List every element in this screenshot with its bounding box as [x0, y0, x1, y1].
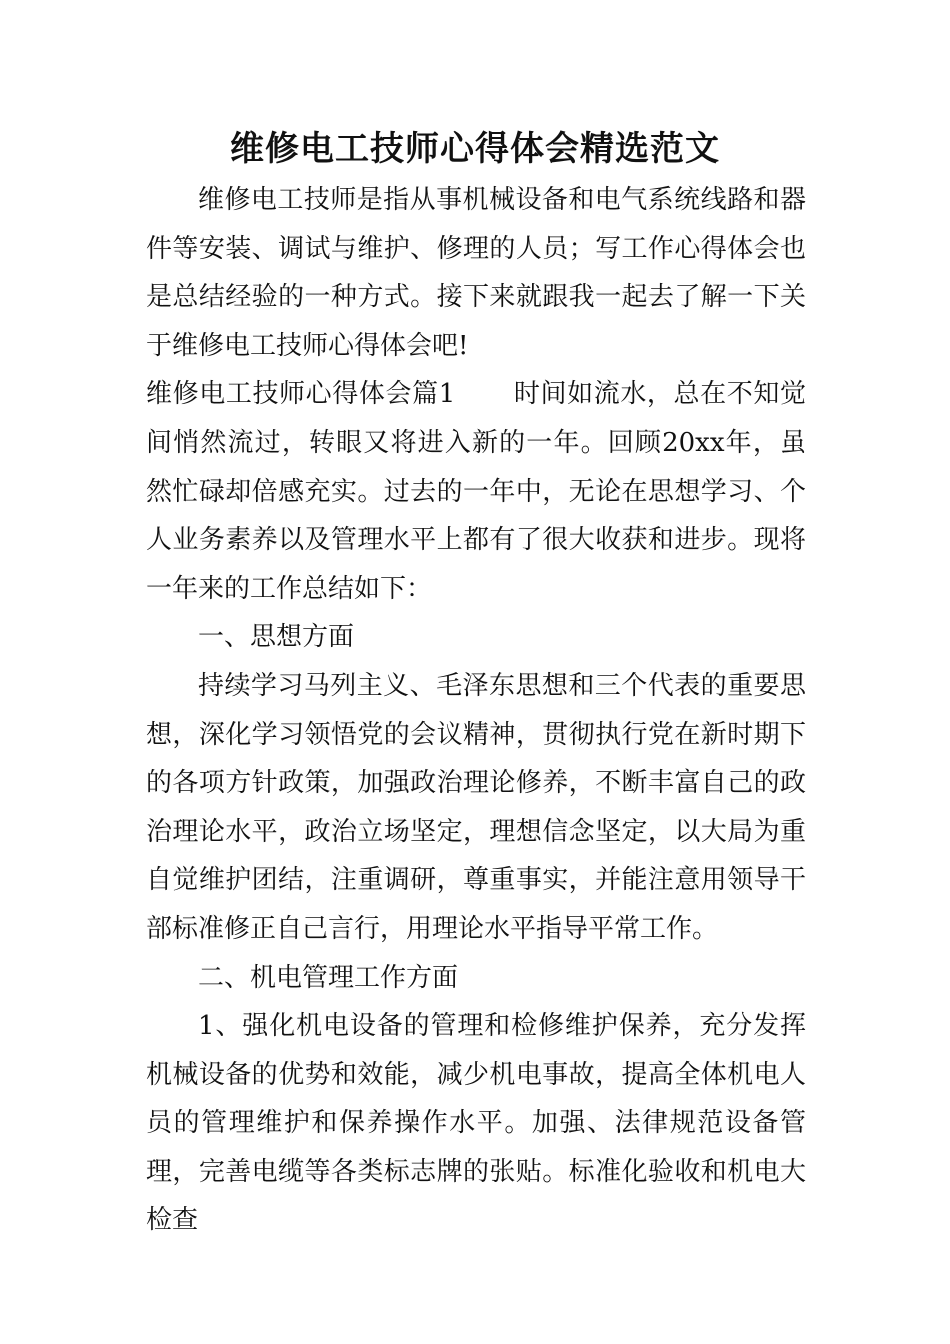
- article-intro-text: 时间如流水，总在不知觉间悄然流过，转眼又将进入新的一年。回顾20xx年，虽然忙碌却倍感充实。过去的一年中，无论在思想学习、个人业务素养以及管理水平上都有了很大收获和进步。现将一年来的工作总结如下：: [146, 379, 806, 604]
- section-body-thought: 持续学习马列主义、毛泽东思想和三个代表的重要思想，深化学习领悟党的会议精神，贯彻执行党在新时期下的各项方针政策，加强政治理论修养，不断丰富自己的政治理论水平，政治立场坚定，理想信念坚定，以大局为重自觉维护团结，注重调研，尊重事实，并能注意用领导干部标准修正自己言行，用理论水平指导平常工作。: [146, 670, 806, 944]
- intro-paragraph: 维修电工技师是指从事机械设备和电气系统线路和器件等安装、调试与维护、修理的人员；写工作心得体会也是总结经验的一种方式。接下来就跟我一起去了解一下关于维修电工技师心得体会吧!: [146, 185, 806, 361]
- document-body: [146, 176, 806, 1245]
- section-heading-electromechanical: 二、机电管理工作方面: [198, 962, 459, 993]
- article-first-paragraph: [146, 370, 806, 613]
- section-heading-thought: 一、思想方面: [198, 622, 355, 653]
- article-label: 维修电工技师心得体会篇1: [146, 379, 456, 410]
- document-title: 维修电工技师心得体会精选范文: [230, 129, 720, 169]
- section-item-1: 1、强化机电设备的管理和检修维护保养，充分发挥机械设备的优势和效能，减少机电事故，提高全体机电人员的管理维护和保养操作水平。加强、法律规范设备管理，完善电缆等各类标志牌的张贴。标准化验收和机电大检查: [146, 1011, 806, 1236]
